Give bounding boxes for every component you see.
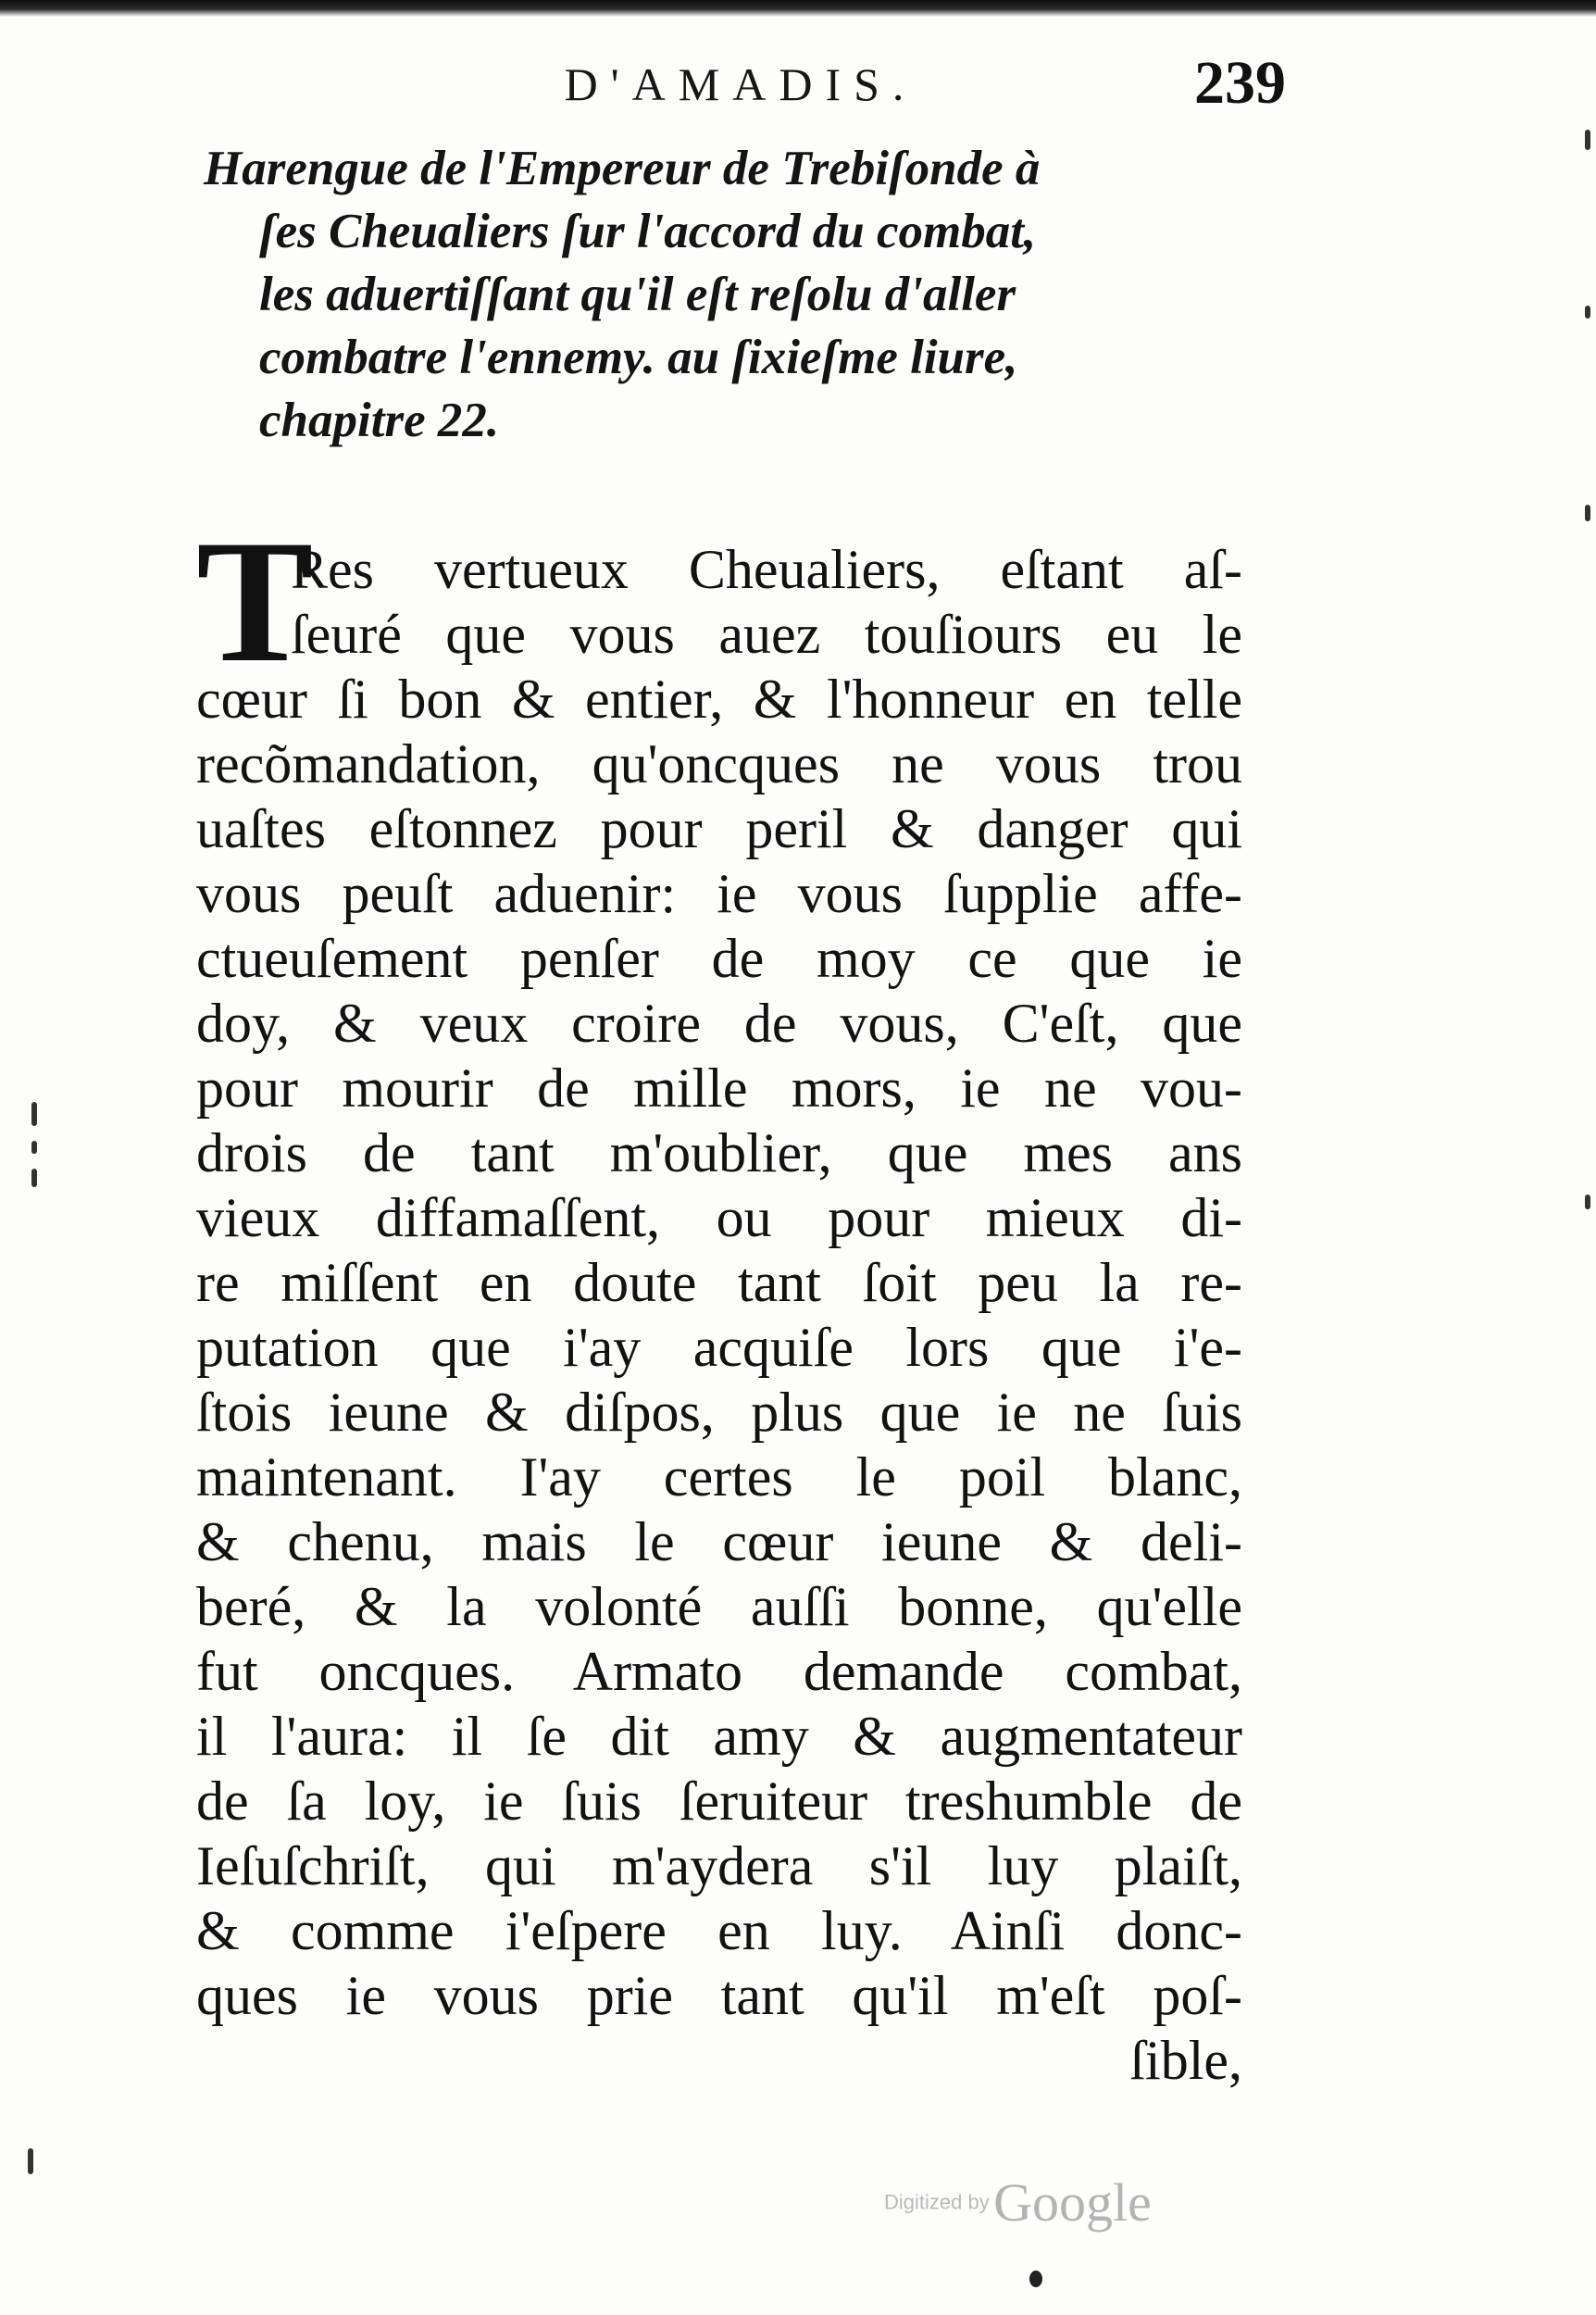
text-line: & chenu, mais le cœur ieune & deli- bbox=[196, 1511, 1242, 1572]
chapter-heading bbox=[204, 137, 1241, 452]
margin-mark bbox=[28, 2148, 33, 2174]
heading-line: combatre l'ennemy. au ſixieſme liure, bbox=[259, 331, 1018, 384]
text-line: & comme i'eſpere en luy. Ainſi donc- bbox=[196, 1900, 1242, 1961]
text-line: de ſa loy, ie ſuis ſeruiteur treshumble de bbox=[196, 1771, 1242, 1832]
margin-mark bbox=[1585, 306, 1590, 319]
text-line: vieux diffamaſſent, ou pour mieux di- bbox=[196, 1187, 1242, 1248]
text-line: pour mourir de mille mors, ie ne vou- bbox=[196, 1057, 1242, 1119]
heading-line: les aduertiſſant qu'il eſt reſolu d'aller bbox=[259, 268, 1016, 321]
catchword: ſible, bbox=[1129, 2030, 1242, 2091]
watermark-prefix: Digitized by bbox=[884, 2190, 990, 2214]
margin-mark bbox=[31, 1102, 37, 1126]
margin-mark bbox=[1585, 505, 1590, 521]
heading-line: Harengue de l'Empereur de Trebiſonde à bbox=[204, 142, 1041, 195]
heading-line: ſes Cheualiers ſur l'accord du combat, bbox=[259, 205, 1037, 258]
body-text bbox=[196, 537, 1242, 2093]
text-line: cœur ſi bon & entier, & l'honneur en telle bbox=[196, 669, 1242, 730]
google-logo: Google bbox=[993, 2172, 1152, 2233]
text-line: il l'aura: il ſe dit amy & augmentateur bbox=[196, 1706, 1242, 1767]
text-line: fut oncques. Armato demande combat, bbox=[196, 1641, 1242, 1702]
text-line: ſtois ieune & diſpos, plus que ie ne ſuis bbox=[196, 1382, 1242, 1443]
text-line: maintenant. I'ay certes le poil blanc, bbox=[196, 1446, 1242, 1508]
ink-spot bbox=[1029, 2271, 1042, 2287]
text-line: Ieſuſchriſt, qui m'aydera s'il luy plaiſt, bbox=[196, 1835, 1242, 1896]
text-line: ctueuſement penſer de moy ce que ie bbox=[196, 928, 1242, 989]
text-line: drois de tant m'oublier, que mes ans bbox=[196, 1122, 1242, 1183]
text-line: putation que i'ay acquiſe lors que i'e- bbox=[196, 1317, 1242, 1378]
heading-line: chapitre 22. bbox=[259, 394, 500, 447]
scan-top-edge bbox=[0, 0, 1596, 17]
text-line: ques ie vous prie tant qu'il m'eſt poſ- bbox=[196, 1965, 1242, 2026]
running-head: D'AMADIS. bbox=[564, 58, 917, 110]
margin-mark bbox=[31, 1169, 37, 1187]
margin-mark bbox=[1585, 130, 1590, 150]
page-number: 239 bbox=[1194, 49, 1286, 117]
text-line: uaſtes eſtonnez pour peril & danger qui bbox=[196, 798, 1242, 859]
text-line: recõmandation, qu'oncques ne vous trou bbox=[196, 733, 1242, 795]
text-line: vous peuſt aduenir: ie vous ſupplie affe- bbox=[196, 863, 1242, 924]
text-line: beré, & la volonté auſſi bonne, qu'elle bbox=[196, 1576, 1242, 1637]
text-line: ſeuré que vous auez touſiours eu le bbox=[291, 604, 1242, 665]
text-line: doy, & veux croire de vous, C'eſt, que bbox=[196, 993, 1242, 1054]
digitized-watermark bbox=[884, 2171, 1217, 2236]
margin-mark bbox=[31, 1141, 37, 1154]
text-line: Res vertueux Cheualiers, eſtant aſ- bbox=[291, 539, 1242, 600]
drop-cap: T bbox=[196, 505, 314, 699]
text-line: re miſſent en doute tant ſoit peu la re- bbox=[196, 1252, 1242, 1313]
margin-mark bbox=[1585, 1195, 1590, 1209]
